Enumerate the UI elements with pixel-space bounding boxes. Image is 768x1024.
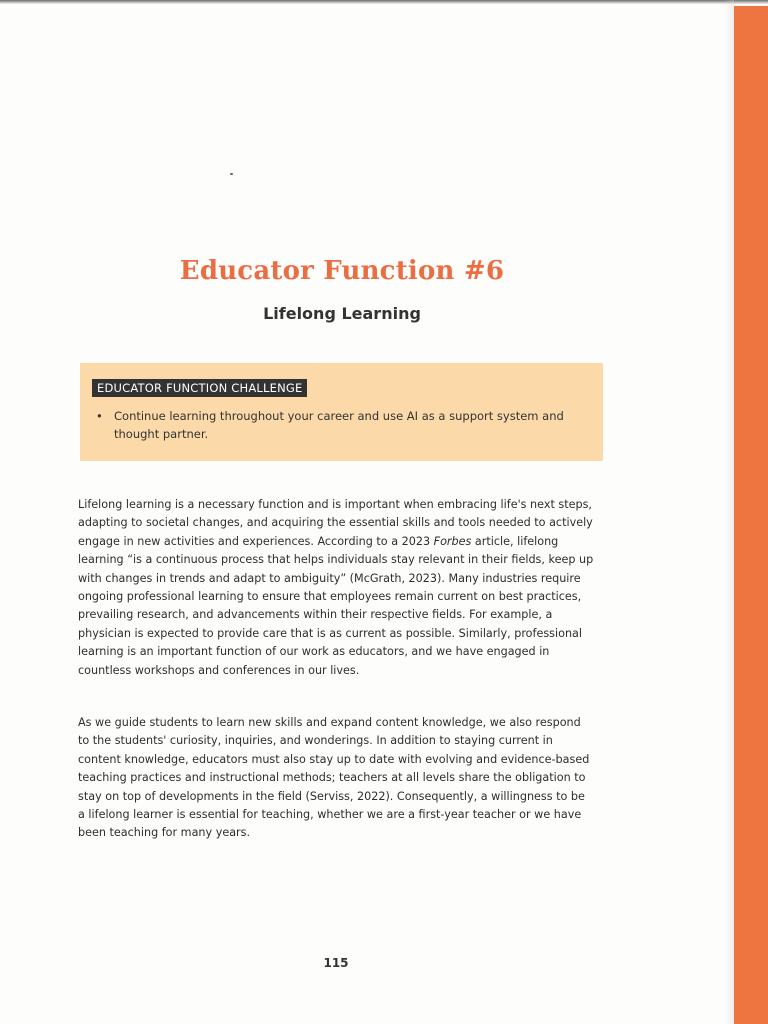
paragraph-1-end: article, lifelong learning “is a continuous process that helps individuals stay relevant in their fields, keep up with changes in trends and adapt to ambiguity” (McGrath, 2023). Many industries require ongoing professional learning to ensure that employees remain current on best practices, prevailing research, and advancements within their respective fields. For example, a physician is expected to provide care that is as current as possible. Similarly, professional learning is an important function of our work as educators, and we have engaged in countless workshops and conferences in our lives.: [78, 534, 594, 677]
page-subtitle: Lifelong Learning: [263, 304, 421, 323]
body-paragraph-2: As we guide students to learn new skills and expand content knowledge, we also respond to the students' curiosity, inquiries, and wonderings. In addition to staying current in content knowledge, educators must also stay up to date with evolving and evidence-based teaching practices and instructional methods; teachers at all levels share the obligation to stay on top of developments in the field (Serviss, 2022). Consequently, a willingness to be a lifelong learner is essential for teaching, whether we are a first-year teacher or we have been teaching for many years.: [78, 716, 590, 840]
page-number: 115: [323, 956, 349, 970]
bullet-icon: •: [96, 409, 103, 423]
paragraph-1-start: Lifelong learning is a necessary function and is important when embracing life's next steps, adapting to societal changes, and acquiring the essential skills and tools needed to actively engage in new activities and experiences. According to a 2023: [78, 498, 593, 548]
page-edge-shadow: [724, 0, 734, 1024]
challenge-item-text: Continue learning throughout your career and use AI as a support system and thought partner.: [114, 409, 564, 441]
challenge-list: [94, 408, 594, 443]
body-paragraph-1: [78, 496, 594, 680]
page-top-shadow: [0, 0, 768, 4]
source-title: Forbes: [433, 534, 472, 548]
page-title: Educator Function #6: [179, 256, 505, 286]
challenge-item: [94, 408, 594, 443]
orange-edge-tab: [734, 6, 768, 1024]
challenge-box: [80, 363, 603, 461]
scan-speck: [230, 173, 233, 175]
challenge-label: EDUCATOR FUNCTION CHALLENGE: [92, 379, 307, 397]
